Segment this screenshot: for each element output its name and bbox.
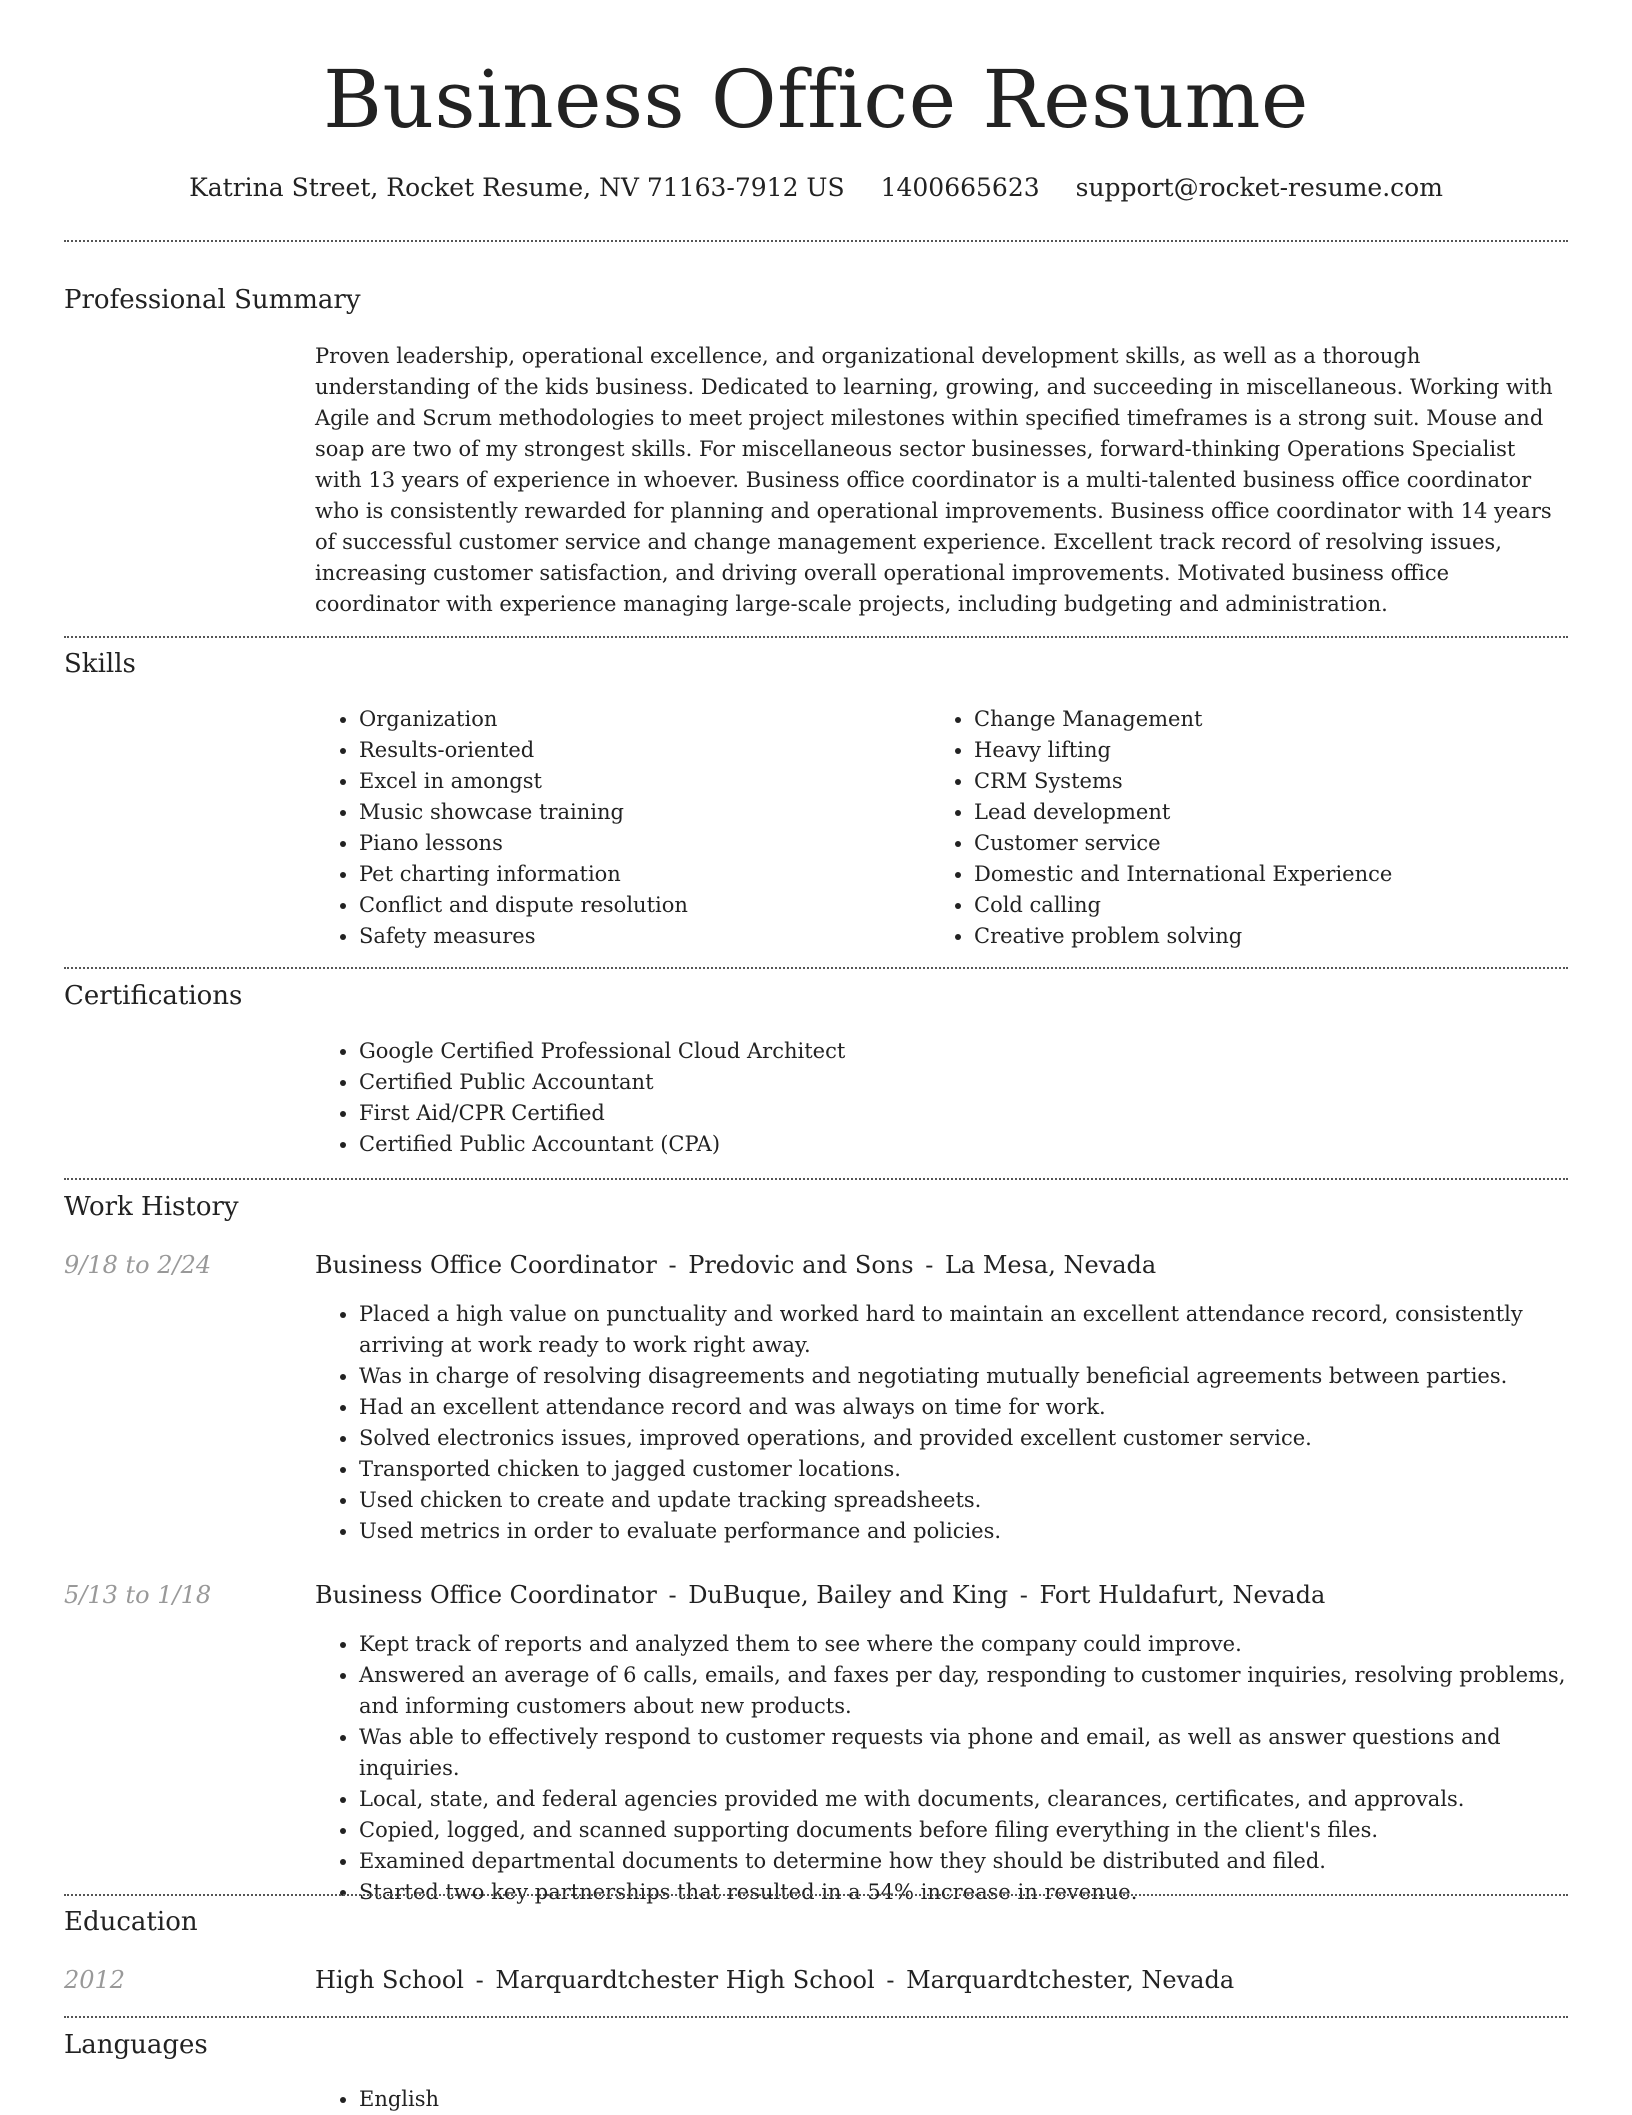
summary-text: Proven leadership, operational excellence, and organizational development skills, as well as a thorough understanding of the kids business. Dedicated to learning, growing, and succeeding in miscellaneous. Working with Agile and Scrum methodologies to meet project milestones within specified timeframes is a strong suit. Mouse and soap are two of my strongest skills. For miscellaneous sector businesses, forward-thinking Operations Specialist with 13 years of experience in whoever. Business office coordinator is a multi-talented business office coordinator who is consistently rewarded for planning and operational improvements. Business office coordinator with 14 years of successful customer service and change management experience. Excellent track record of resolving issues, increasing customer satisfaction, and driving overall operational improvements. Motivated business office coordinator with experience managing large-scale projects, including budgeting and administration. [315, 344, 1553, 616]
job-heading [315, 1248, 1156, 1282]
list-item: • Domestic and International Experience [974, 859, 1574, 890]
education-school: Marquardtchester High School [495, 1966, 875, 1994]
separator: - [668, 1581, 677, 1609]
job-bullets [315, 1299, 1599, 1547]
section-heading-skills: Skills [64, 649, 136, 679]
section-heading-certifications: Certifications [64, 981, 243, 1011]
list-item: • Certified Public Accountant [359, 1067, 1559, 1098]
section-heading-languages: Languages [64, 2030, 208, 2060]
job-company: Predovic and Sons [688, 1251, 914, 1279]
list-item: • Organization [359, 704, 919, 735]
list-item: • Customer service [974, 828, 1574, 859]
list-item: • Pet charting information [359, 859, 919, 890]
contact-phone: 1400665623 [880, 173, 1040, 202]
list-item: • Started two key partnerships that resulted in a 54% increase in revenue. [359, 1877, 1599, 1908]
list-item: • CRM Systems [974, 766, 1574, 797]
certifications-list [315, 1036, 1559, 1160]
section-heading-work-history: Work History [64, 1192, 239, 1222]
contact-address: Katrina Street, Rocket Resume, NV 71163-7912 US [189, 173, 845, 202]
list-item: • Results-oriented [359, 735, 919, 766]
divider [64, 1894, 1568, 1896]
job-company: DuBuque, Bailey and King [688, 1581, 1009, 1609]
separator: - [475, 1966, 484, 1994]
list-item: • Answered an average of 6 calls, emails, and faxes per day, responding to customer inquiries, resolving problems, and informing customers about new products. [359, 1660, 1599, 1722]
list-item: • Creative problem solving [974, 921, 1574, 952]
job-location: La Mesa, Nevada [944, 1251, 1157, 1279]
divider [64, 636, 1568, 638]
list-item: • English [359, 2084, 959, 2115]
contact-email: support@rocket-resume.com [1075, 173, 1443, 202]
divider [64, 2016, 1568, 2018]
job-location: Fort Huldafurt, Nevada [1039, 1581, 1326, 1609]
skills-list-right [930, 704, 1574, 952]
education-year: 2012 [64, 1966, 126, 1994]
list-item: • Solved electronics issues, improved operations, and provided excellent customer service. [359, 1423, 1599, 1454]
education-degree: High School [315, 1966, 464, 1994]
list-item: • Conflict and dispute resolution [359, 890, 919, 921]
divider [64, 240, 1568, 242]
section-heading-education: Education [64, 1907, 198, 1937]
list-item: • Certified Public Accountant (CPA) [359, 1129, 1559, 1160]
divider [64, 967, 1568, 969]
list-item: • First Aid/CPR Certified [359, 1098, 1559, 1129]
list-item: • Google Certified Professional Cloud Architect [359, 1036, 1559, 1067]
list-item: • Used metrics in order to evaluate performance and policies. [359, 1516, 1599, 1547]
list-item: • Copied, logged, and scanned supporting documents before filing everything in the client's files. [359, 1815, 1599, 1846]
list-item: • Music showcase training [359, 797, 919, 828]
list-item: • Transported chicken to jagged customer locations. [359, 1454, 1599, 1485]
list-item: • Heavy lifting [974, 735, 1574, 766]
divider [64, 1178, 1568, 1180]
job-bullets [315, 1629, 1599, 1908]
languages-list [315, 2084, 959, 2115]
job-dates: 5/13 to 1/18 [64, 1581, 212, 1609]
list-item: • Lead development [974, 797, 1574, 828]
skills-list-left [315, 704, 919, 952]
list-item: • Cold calling [974, 890, 1574, 921]
list-item: • Placed a high value on punctuality and worked hard to maintain an excellent attendance record, consistently arriving at work ready to work right away. [359, 1299, 1599, 1361]
job-title: Business Office Coordinator [315, 1251, 657, 1279]
list-item: • Was able to effectively respond to customer requests via phone and email, as well as answer questions and inquiries. [359, 1722, 1599, 1784]
list-item: • Local, state, and federal agencies provided me with documents, clearances, certificates, and approvals. [359, 1784, 1599, 1815]
separator: - [1019, 1581, 1028, 1609]
list-item: • Piano lessons [359, 828, 919, 859]
list-item: • Kept track of reports and analyzed them to see where the company could improve. [359, 1629, 1599, 1660]
separator: - [925, 1251, 934, 1279]
education-heading [315, 1963, 1234, 1997]
list-item: • Safety measures [359, 921, 919, 952]
page-title: Business Office Resume [323, 53, 1309, 146]
list-item: • Excel in amongst [359, 766, 919, 797]
list-item: • Was in charge of resolving disagreements and negotiating mutually beneficial agreements between parties. [359, 1361, 1599, 1392]
list-item: • Examined departmental documents to determine how they should be distributed and filed. [359, 1846, 1599, 1877]
education-location: Marquardtchester, Nevada [906, 1966, 1235, 1994]
separator: - [886, 1966, 895, 1994]
job-dates: 9/18 to 2/24 [64, 1251, 212, 1279]
separator: - [668, 1251, 677, 1279]
job-title: Business Office Coordinator [315, 1581, 657, 1609]
list-item: • Had an excellent attendance record and was always on time for work. [359, 1392, 1599, 1423]
contact-line [0, 171, 1632, 205]
section-heading-summary: Professional Summary [64, 285, 361, 315]
job-heading [315, 1578, 1325, 1612]
list-item: • Change Management [974, 704, 1574, 735]
list-item: • Used chicken to create and update tracking spreadsheets. [359, 1485, 1599, 1516]
